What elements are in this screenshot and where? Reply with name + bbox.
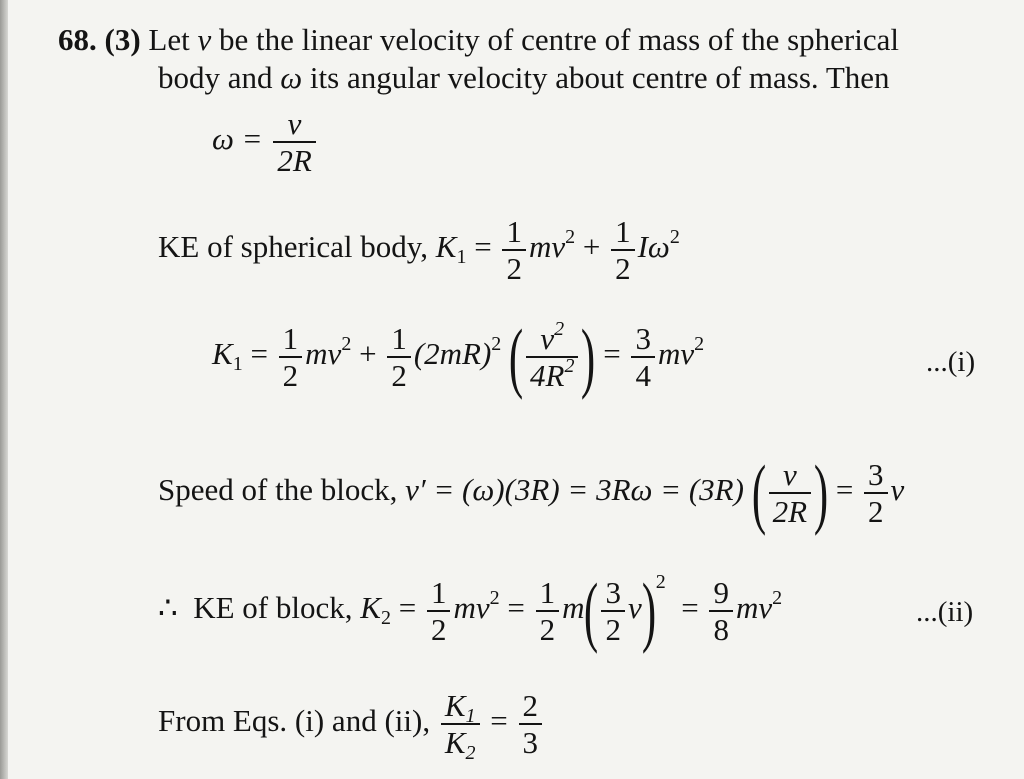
- superscript: 2: [341, 333, 352, 356]
- equals-sign: =: [835, 472, 854, 508]
- three-half-fraction: [864, 457, 888, 530]
- fraction-denominator: 2: [868, 494, 884, 530]
- equals-sign: =: [681, 590, 699, 626]
- superscript: 2: [491, 333, 502, 356]
- inner-fraction: [769, 457, 811, 530]
- equation-ke-sphere: [158, 216, 680, 284]
- subscript: 1: [456, 246, 467, 269]
- fraction-numerator: [441, 690, 480, 725]
- term: (2mR): [413, 336, 492, 372]
- fraction-denominator: 8: [713, 612, 729, 648]
- term: mv: [305, 336, 342, 372]
- fraction-numerator: 1: [387, 323, 411, 358]
- subscript: 2: [380, 607, 391, 630]
- fraction-denominator: 4: [635, 358, 651, 394]
- scan-edge: [0, 0, 8, 779]
- fraction-denominator: 2R: [277, 143, 312, 178]
- equals-sign: =: [490, 703, 508, 739]
- term: mv: [657, 336, 695, 372]
- term: mv: [453, 590, 490, 626]
- term: mv: [735, 590, 773, 626]
- equation-label: KE of block,: [193, 590, 353, 626]
- three-quarter-fraction: [631, 321, 655, 394]
- plus-sign: +: [582, 229, 601, 265]
- intro-line-2: [158, 62, 890, 93]
- therefore-symbol: ∴: [158, 590, 178, 626]
- left-paren: (: [751, 449, 766, 536]
- equals-sign: =: [398, 590, 417, 626]
- subscript: 2: [465, 742, 476, 764]
- k1-symbol: K: [435, 229, 457, 265]
- right-paren: ): [581, 313, 596, 400]
- half-fraction: [611, 216, 635, 284]
- fraction-numerator: 1: [279, 323, 303, 358]
- equation-label: KE of spherical body,: [158, 229, 429, 265]
- fraction-numerator: 3: [631, 323, 655, 358]
- fraction-numerator: 1: [502, 216, 526, 251]
- fraction-denominator: [526, 355, 578, 394]
- result-fraction: [519, 690, 543, 758]
- left-paren: (: [508, 313, 524, 400]
- equation-label: Speed of the block,: [158, 472, 398, 508]
- inner-fraction: [526, 318, 578, 394]
- subscript: 1: [232, 353, 243, 376]
- fraction-denominator: 2: [391, 358, 407, 394]
- half-fraction: [387, 321, 411, 394]
- term: v: [627, 590, 642, 626]
- fraction-numerator: v: [273, 108, 315, 143]
- intro-text: its angular velocity about centre of mass. Then: [309, 60, 890, 95]
- intro-text: body and: [158, 60, 273, 95]
- subscript: 1: [465, 705, 476, 727]
- equals-sign: =: [603, 336, 621, 372]
- superscript: 2: [564, 355, 575, 378]
- half-fraction: [536, 575, 560, 648]
- superscript: 2: [669, 226, 680, 249]
- equation-number-i: ...(i): [926, 346, 976, 378]
- var-v: v: [197, 22, 212, 57]
- superscript: 2: [489, 587, 500, 610]
- fraction-numerator: 1: [536, 577, 560, 612]
- fraction-numerator: [526, 318, 578, 358]
- omega-lhs: ω =: [212, 121, 263, 157]
- fraction-numerator: 3: [864, 459, 888, 494]
- fraction-numerator: 2: [519, 690, 543, 725]
- intro-line-1: [58, 24, 899, 55]
- superscript: 2: [565, 226, 576, 249]
- fraction-numerator: v: [769, 459, 811, 494]
- right-paren: ): [813, 449, 829, 536]
- right-paren: ): [641, 567, 656, 654]
- fraction-numerator: 3: [601, 577, 625, 612]
- fraction-numerator: 9: [709, 577, 733, 612]
- superscript: 2: [554, 318, 565, 341]
- fraction-numerator: 1: [611, 216, 635, 251]
- fraction-denominator: 2: [605, 612, 621, 648]
- equals-sign: =: [507, 590, 525, 626]
- half-fraction: [502, 216, 526, 284]
- left-paren: (: [584, 567, 599, 654]
- fraction-denominator: 2R: [772, 494, 808, 530]
- fraction-denominator: 2: [615, 251, 631, 286]
- equation-ke-block: [158, 567, 783, 654]
- speed-expression: v′ = (ω)(3R) = 3Rω = (3R): [405, 472, 744, 508]
- superscript: 2: [655, 571, 666, 594]
- half-fraction: [279, 321, 303, 394]
- term: mv: [528, 229, 566, 265]
- fraction-denominator: 2: [430, 612, 447, 648]
- term: v: [890, 472, 905, 508]
- superscript: 2: [694, 333, 705, 356]
- fraction-denominator: 2: [282, 358, 299, 394]
- intro-text: be the linear velocity of centre of mass of the spherical: [218, 22, 899, 57]
- equation-number-ii: ...(ii): [916, 596, 974, 628]
- fraction-denominator: 2: [506, 251, 522, 286]
- answer-option: (3): [104, 22, 141, 57]
- term: Iω: [637, 229, 670, 265]
- k2-symbol: K: [444, 725, 466, 760]
- k1-symbol: K: [444, 688, 466, 723]
- equation-ratio: [158, 688, 545, 764]
- equals-sign: =: [250, 336, 268, 372]
- fraction-denominator: 2: [539, 612, 556, 648]
- inner-fraction: [601, 575, 625, 648]
- nine-eighth-fraction: [709, 575, 733, 648]
- equation-omega: [212, 108, 319, 176]
- superscript: 2: [772, 587, 783, 610]
- half-fraction: [427, 575, 451, 648]
- inner-num-text: v: [540, 321, 555, 357]
- term: m: [562, 590, 585, 626]
- plus-sign: +: [359, 336, 377, 372]
- equation-label: From Eqs. (i) and (ii),: [158, 703, 431, 739]
- equation-k1-expanded: [212, 313, 705, 400]
- fraction-denominator: [441, 725, 480, 764]
- k-ratio-fraction: [441, 688, 480, 764]
- omega-fraction: [273, 108, 315, 176]
- var-omega: ω: [280, 60, 303, 95]
- inner-den-text: 4R: [530, 358, 565, 394]
- intro-text: Let: [148, 22, 190, 57]
- equals-sign: =: [474, 229, 492, 265]
- k1-symbol: K: [212, 336, 233, 372]
- equation-block-speed: [158, 449, 905, 536]
- k2-symbol: K: [360, 590, 381, 626]
- fraction-denominator: 3: [522, 725, 538, 760]
- problem-number: 68.: [58, 22, 97, 57]
- fraction-numerator: 1: [427, 577, 451, 612]
